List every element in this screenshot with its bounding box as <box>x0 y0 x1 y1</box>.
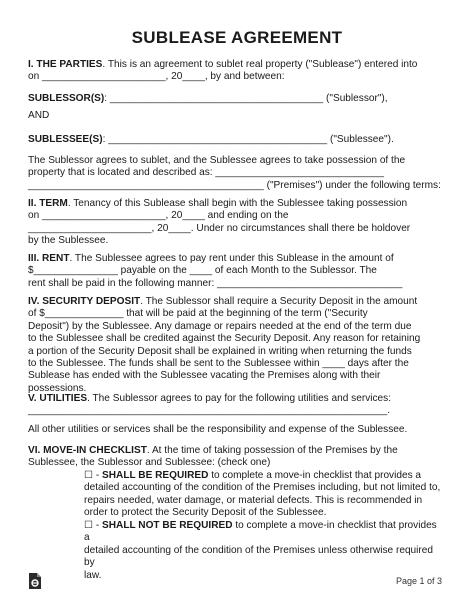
parties-section <box>28 59 442 84</box>
deposit-line-8: possessions. <box>28 382 87 394</box>
option-not-required-line-3: law. <box>84 569 102 581</box>
checkbox-not-required[interactable]: ☐ - <box>84 520 103 531</box>
checklist-option-required <box>84 470 444 520</box>
checklist-section <box>28 445 442 470</box>
sublessee-line <box>28 134 442 146</box>
term-section <box>28 198 442 248</box>
sublessor-label: SUBLESSOR(S) <box>28 93 105 104</box>
deposit-line-4: to the Sublessee shall be credited against the Security Deposit. Any reason for retaining <box>28 333 421 345</box>
sublessee-blank: : _______________________________________ ("Sublessee"). <box>102 134 394 145</box>
sublessor-blank: : ______________________________________ ("Sublessor"), <box>104 93 388 104</box>
term-line-1: . Tenancy of this Sublease shall begin with the Sublessee taking possession <box>67 198 408 209</box>
deposit-line-5: a portion of the Security Deposit shall be explained in writing when returning the funds <box>28 345 412 357</box>
option-required-label: SHALL BE REQUIRED <box>102 470 209 481</box>
option-not-required-line-2: detailed accounting of the condition of the Premises unless otherwise required by <box>84 544 436 569</box>
premises-line-1: The Sublessor agrees to sublet, and the Sublessee agrees to take possession of the <box>28 155 406 166</box>
deposit-heading: IV. SECURITY DEPOSIT <box>28 296 141 307</box>
deposit-line-6: to the Sublessee. The funds shall be sent to the Sublessee within ____ days after the <box>28 358 409 370</box>
deposit-line-2: of $______________ that will be paid at the beginning of the term ("Security <box>28 308 368 320</box>
rent-line-2: $_______________ payable on the ____ of each Month to the Sublessor. The <box>28 265 377 277</box>
parties-line-2: on ______________________, 20____, by and between: <box>28 71 285 83</box>
checklist-line-1: . At the time of taking possession of the Premises by the <box>146 445 398 456</box>
utilities-section <box>28 393 442 418</box>
sublessee-label: SUBLESSEE(S) <box>28 134 103 145</box>
deposit-line-3: Deposit") by the Sublessee. Any damage or repairs needed at the end of the term due <box>28 320 412 332</box>
term-line-2: on ______________________, 20____ and ending on the <box>28 210 289 222</box>
checklist-heading: VI. MOVE-IN CHECKLIST <box>28 445 147 456</box>
option-not-required-line-1: to complete a move-in checklist that provides a <box>84 520 440 544</box>
parties-heading: I. THE PARTIES <box>28 59 103 70</box>
rent-section <box>28 253 442 290</box>
utilities-line-2: ________________________________________________________________. <box>28 405 391 417</box>
deposit-line-7: Sublease has ended with the Sublessee vacating the Premises along with their <box>28 370 381 382</box>
utilities-other-text: All other utilities or services shall be the responsibility and expense of the Sublessee. <box>28 424 408 435</box>
rent-line-1: . The Sublessee agrees to pay rent under this Sublease in the amount of <box>69 253 394 264</box>
rent-heading: III. RENT <box>28 253 70 264</box>
sublessor-line <box>28 93 442 105</box>
utilities-heading: V. UTILITIES <box>28 393 88 404</box>
and-text: AND <box>28 110 50 121</box>
checklist-line-2: Sublessee, the Sublessor and Sublessee: (check one) <box>28 457 271 469</box>
rent-line-3: rent shall be paid in the following manner: _________________________________ <box>28 277 403 289</box>
option-required-line-4: order to protect the Security Deposit of the Sublessee. <box>84 507 327 519</box>
term-line-3: ______________________, 20____. Under no circumstances shall there be holdover <box>28 222 411 234</box>
deposit-line-1: . The Sublessor shall require a Security Deposit in the amount <box>140 296 418 307</box>
utilities-line-1: . The Sublessor agrees to pay for the following utilities and services: <box>87 393 392 404</box>
term-heading: II. TERM <box>28 198 68 209</box>
option-required-line-2: detailed accounting of the condition of the Premises including, but not limited to, <box>84 482 441 494</box>
parties-line-1: . This is an agreement to sublet real property ("Sublease") entered into <box>102 59 418 70</box>
term-line-4: by the Sublessee. <box>28 235 109 247</box>
option-not-required-label: SHALL NOT BE REQUIRED <box>102 520 233 531</box>
premises-line-2: property that is located and described as: ______________________________ <box>28 167 384 179</box>
premises-line-3: __________________________________________ ("Premises") under the following terms: <box>28 179 441 191</box>
page-number: Page 1 of 3 <box>395 576 442 586</box>
option-required-line-3: repairs needed, water damage, or material defects. This is recommended in <box>84 494 423 506</box>
checklist-option-not-required <box>84 520 444 582</box>
eforms-logo-icon <box>29 573 41 589</box>
document-title: SUBLEASE AGREEMENT <box>131 28 343 47</box>
premises-section <box>28 155 442 192</box>
deposit-section <box>28 296 442 395</box>
option-required-line-1: to complete a move-in checklist that provides a <box>208 470 422 481</box>
checkbox-required[interactable]: ☐ - <box>84 470 103 481</box>
